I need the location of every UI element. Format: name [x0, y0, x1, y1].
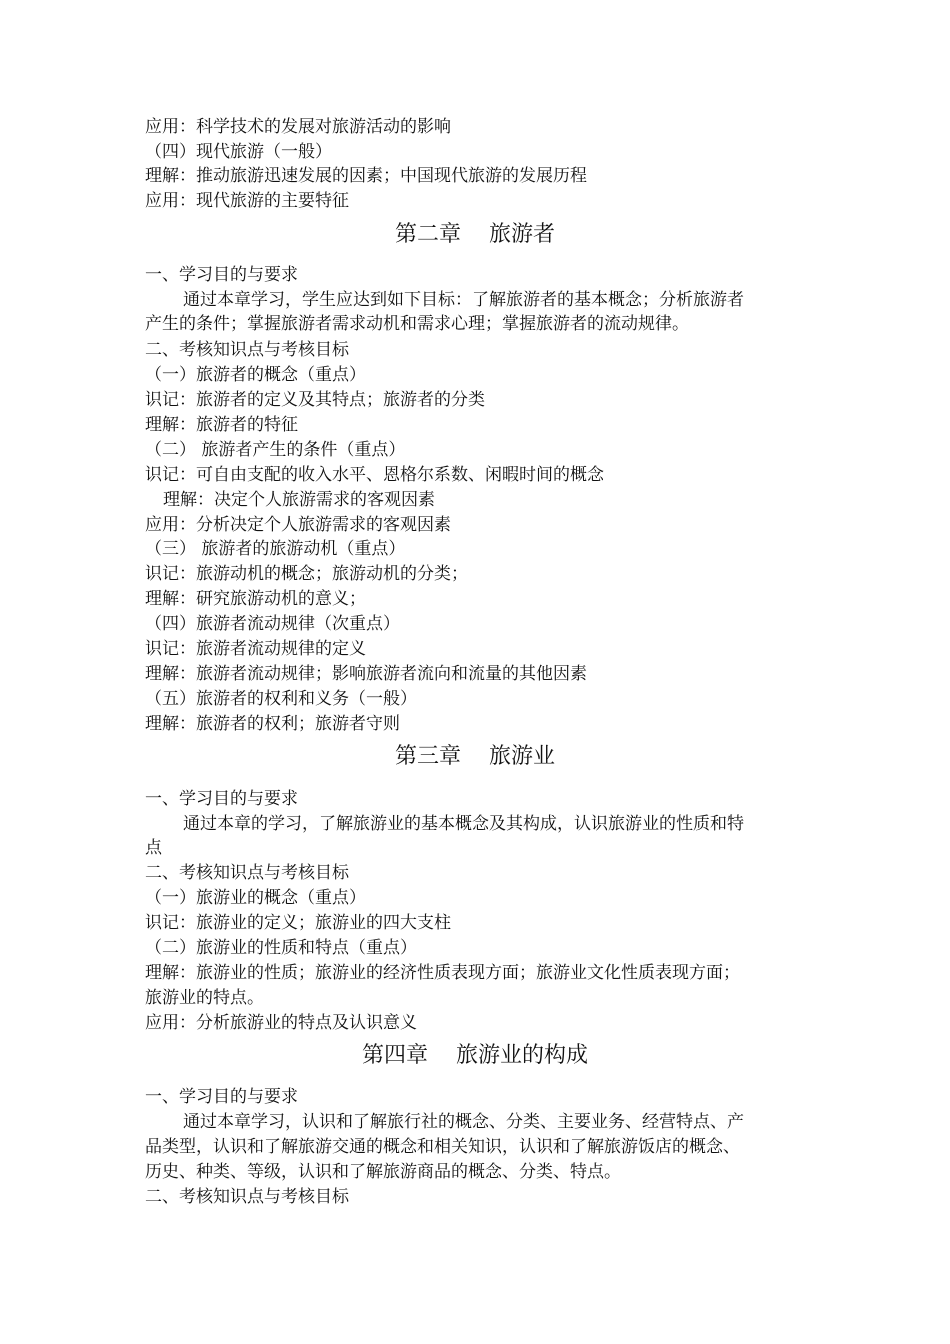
text-line: 旅游业的特点。 [145, 988, 264, 1008]
chapter-heading: 第三章 旅游业 [395, 744, 555, 769]
text-line: 品类型，认识和了解旅游交通的概念和相关知识，认识和了解旅游饭店的概念、 [145, 1137, 740, 1157]
chapter-heading: 第二章 旅游者 [395, 222, 555, 247]
text-line: 应用：现代旅游的主要特征 [145, 191, 349, 211]
text-line: 识记：旅游者的定义及其特点；旅游者的分类 [145, 390, 485, 410]
text-line: 应用：分析旅游业的特点及认识意义 [145, 1013, 417, 1033]
text-line: （一）旅游业的概念（重点） [145, 888, 366, 908]
text-line: 理解：研究旅游动机的意义； [145, 589, 366, 609]
text-line: 点 [145, 838, 162, 858]
text-line: 理解：旅游者的权利；旅游者守则 [145, 714, 400, 734]
chapter-heading: 第四章 旅游业的构成 [362, 1043, 588, 1068]
text-line: （二） 旅游者产生的条件（重点） [145, 440, 406, 460]
text-line: 识记：旅游动机的概念；旅游动机的分类； [145, 564, 468, 584]
text-line: 一、学习目的与要求 [145, 265, 298, 285]
text-line: （四）现代旅游（一般） [145, 142, 332, 162]
text-line: 二、考核知识点与考核目标 [145, 1187, 349, 1207]
text-line: 一、学习目的与要求 [145, 789, 298, 809]
text-line: 通过本章学习，认识和了解旅行社的概念、分类、主要业务、经营特点、产 [183, 1112, 744, 1132]
text-line: 理解：旅游者的特征 [145, 415, 298, 435]
text-line: 识记：可自由支配的收入水平、恩格尔系数、闲暇时间的概念 [145, 465, 604, 485]
text-line: （二）旅游业的性质和特点（重点） [145, 938, 417, 958]
text-line: 理解：旅游者流动规律；影响旅游者流向和流量的其他因素 [145, 664, 587, 684]
text-line: 理解：推动旅游迅速发展的因素；中国现代旅游的发展历程 [145, 166, 587, 186]
text-line: 识记：旅游业的定义；旅游业的四大支柱 [145, 913, 451, 933]
text-line: 应用：分析决定个人旅游需求的客观因素 [145, 515, 451, 535]
text-line: 识记：旅游者流动规律的定义 [145, 639, 366, 659]
text-line: 产生的条件；掌握旅游者需求动机和需求心理；掌握旅游者的流动规律。 [145, 314, 689, 334]
text-line: （三） 旅游者的旅游动机（重点） [145, 539, 406, 559]
text-line: 二、考核知识点与考核目标 [145, 863, 349, 883]
text-line: 历史、种类、等级，认识和了解旅游商品的概念、分类、特点。 [145, 1162, 621, 1182]
text-line: 通过本章的学习，了解旅游业的基本概念及其构成，认识旅游业的性质和特 [183, 814, 744, 834]
text-line: （五）旅游者的权利和义务（一般） [145, 689, 417, 709]
text-line: （四）旅游者流动规律（次重点） [145, 614, 400, 634]
text-line: 通过本章学习，学生应达到如下目标：了解旅游者的基本概念；分析旅游者 [183, 290, 744, 310]
text-line: （一）旅游者的概念（重点） [145, 365, 366, 385]
text-line: 二、考核知识点与考核目标 [145, 340, 349, 360]
text-line: 应用：科学技术的发展对旅游活动的影响 [145, 117, 451, 137]
text-line: 理解：决定个人旅游需求的客观因素 [163, 490, 435, 510]
text-line: 一、学习目的与要求 [145, 1087, 298, 1107]
text-line: 理解：旅游业的性质；旅游业的经济性质表现方面；旅游业文化性质表现方面； [145, 963, 740, 983]
